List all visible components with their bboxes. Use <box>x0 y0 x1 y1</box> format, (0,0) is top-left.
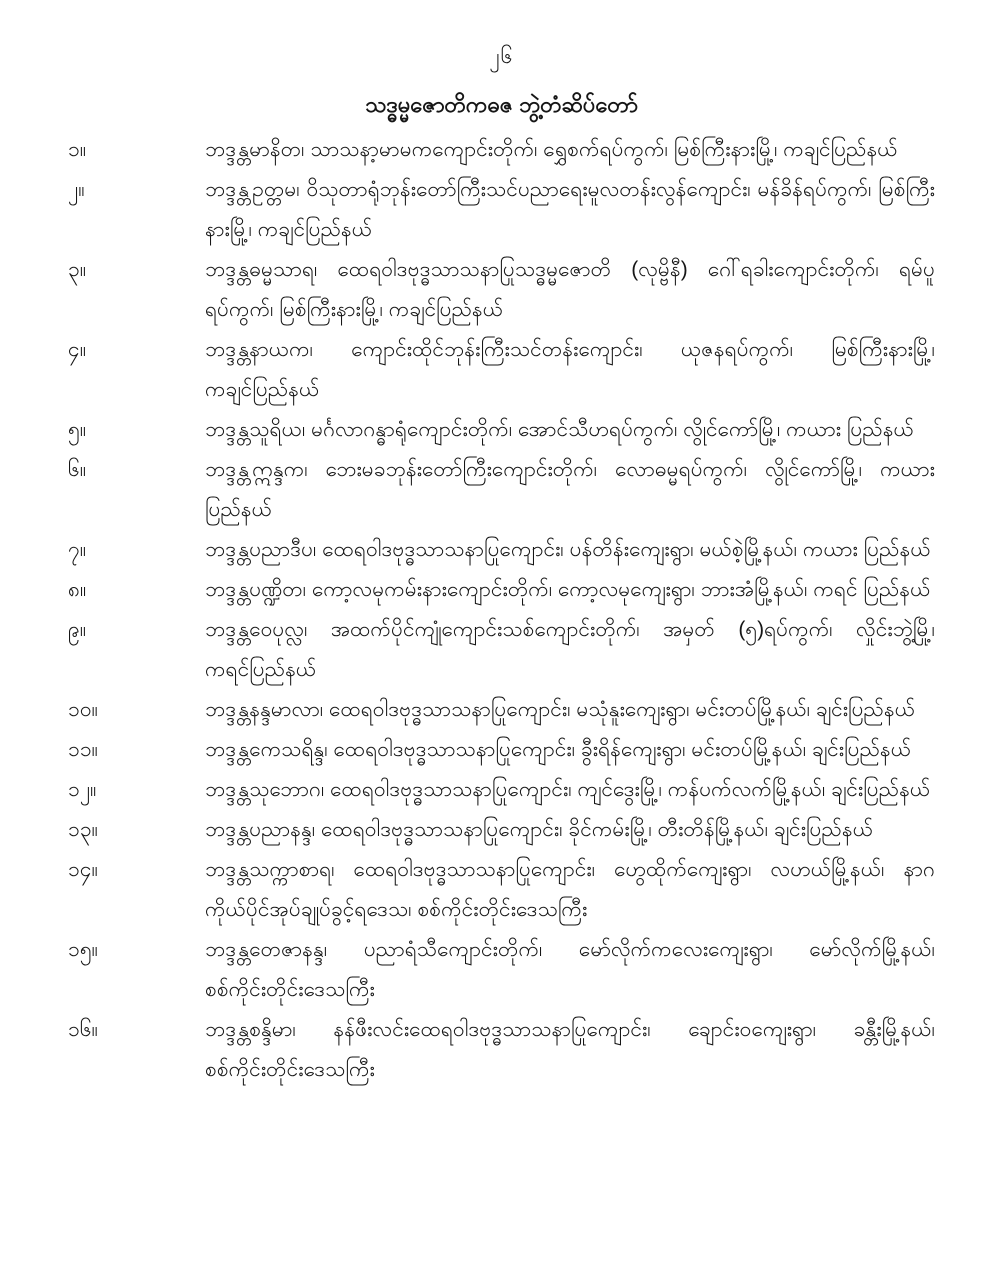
item-number: ၆။ <box>68 458 87 481</box>
item-text: ဘဒ္ဒန္တပညာနန္ဒ၊ ထေရဝါဒဗုဒ္ဓသာသနာပြုကျောင်း၊ ခိုင်ကမ်းမြို့၊ တီးတိန်မြို့နယ်၊ ချင်းပြည်နယ် <box>205 818 874 841</box>
item-number: ၁၀။ <box>68 698 98 721</box>
item-text: ဘဒ္ဒန္တသုဘောဂ၊ ထေရဝါဒဗုဒ္ဓသာသနာပြုကျောင်း၊ ကျင်ဒွေးမြို့၊ ကန်ပက်လက်မြို့နယ်၊ ချင်းပြည်နယ် <box>205 778 931 801</box>
item-number: ၁၆။ <box>68 1018 98 1041</box>
list-item <box>68 330 935 410</box>
item-number: ၃။ <box>68 258 87 281</box>
list-item <box>68 810 935 850</box>
list-item <box>68 930 935 1010</box>
list-item <box>68 610 935 690</box>
item-text: ဘဒ္ဒန္တသက္ကာစာရ၊ ထေရဝါဒဗုဒ္ဓသာသနာပြုကျောင်း၊ ဟွေထိုက်ကျေးရွာ၊ လဟယ်မြို့နယ်၊ နာဂ ကိုယ်ပိုင်အုပ်ချုပ်ခွင့်ရဒေသ၊ စစ်ကိုင်းတိုင်းဒေသကြီး <box>205 858 935 921</box>
item-number: ၉။ <box>68 618 87 641</box>
item-number: ၂။ <box>68 178 85 201</box>
item-text: ဘဒ္ဒန္တဓမ္မသာရ၊ ထေရဝါဒဗုဒ္ဓသာသနာပြုသဒ္ဓမ္မဇောတိ (လုမ္ဗိနီ) ဂေါ်ရခါးကျောင်းတိုက်၊ ရမ်ပူ ရပ်ကွက်၊ မြစ်ကြီးနားမြို့၊ ကချင်ပြည်နယ် <box>205 258 935 321</box>
item-text: ဘဒ္ဒန္တမာနိတ၊ သာသနာ့မာမကကျောင်းတိုက်၊ ရွှေစက်ရပ်ကွက်၊ မြစ်ကြီးနားမြို့၊ ကချင်ပြည်နယ် <box>205 138 898 161</box>
item-text: ဘဒ္ဒန္တစန္ဒိမာ၊ နန်ဖီးလင်းထေရဝါဒဗုဒ္ဓသာသနာပြုကျောင်း၊ ချောင်းဝကျေးရွာ၊ ခန္တီးမြို့နယ်၊ စစ်ကိုင်းတိုင်းဒေသကြီး <box>205 1018 935 1081</box>
item-text: ဘဒ္ဒန္တပညာဒီပ၊ ထေရဝါဒဗုဒ္ဓသာသနာပြုကျောင်း၊ ပန်တိန်းကျေးရွာ၊ မယ်စဲ့မြို့နယ်၊ ကယား ပြည်နယ် <box>205 538 931 561</box>
item-number: ၄။ <box>68 338 87 361</box>
page-number: ၂၆ <box>489 45 514 68</box>
list-item <box>68 570 935 610</box>
list-item <box>68 410 935 450</box>
list-item <box>68 130 935 170</box>
item-number: ၁၄။ <box>68 858 98 881</box>
item-text: ဘဒ္ဒန္တကေသရိန္ဒ၊ ထေရဝါဒဗုဒ္ဓသာသနာပြုကျောင်း၊ ခွီးရိန်ကျေးရွာ၊ မင်းတပ်မြို့နယ်၊ ချင်းပြည်နယ် <box>205 738 912 761</box>
list-item <box>68 170 935 250</box>
item-number: ၁၂။ <box>68 778 97 801</box>
list-item <box>68 850 935 930</box>
entry-list <box>68 130 935 1090</box>
item-text: ဘဒ္ဒန္တနာယက၊ ကျောင်းထိုင်ဘုန်းကြီးသင်တန်းကျောင်း၊ ယုဇနရပ်ကွက်၊ မြစ်ကြီးနားမြို့၊ ကချင်ပြည်နယ် <box>205 338 935 401</box>
list-item <box>68 530 935 570</box>
list-item <box>68 730 935 770</box>
item-text: ဘဒ္ဒန္တဣန္ဒက၊ ဘေးမခဘုန်းတော်ကြီးကျောင်းတိုက်၊ လောဓမ္မရပ်ကွက်၊ လွိုင်ကော်မြို့၊ ကယား ပြည်နယ် <box>205 458 935 521</box>
item-text: ဘဒ္ဒန္တသူရိယ၊ မင်္ဂလာဂန္ဓာရုံကျောင်းတိုက်၊ အောင်သီဟရပ်ကွက်၊ လွိုင်ကော်မြို့၊ ကယား ပြည်နယ် <box>205 418 914 441</box>
item-number: ၁၅။ <box>68 938 98 961</box>
item-text: ဘဒ္ဒန္တတေဇာနန္ဒ၊ ပညာရံသီကျောင်းတိုက်၊ မော်လိုက်ကလေးကျေးရွာ၊ မော်လိုက်မြို့နယ်၊ စစ်ကိုင်းတိုင်းဒေသကြီး <box>205 938 935 1001</box>
page-title: သဒ္ဓမ္မဇောတိကဓဇ ဘွဲ့တံဆိပ်တော် <box>365 92 638 117</box>
item-text: ဘဒ္ဒန္တပဏ္ဍိတ၊ ကော့လမုကမ်းနားကျောင်းတိုက်၊ ကော့လမုကျေးရွာ၊ ဘားအံမြို့နယ်၊ ကရင် ပြည်နယ် <box>205 578 931 601</box>
item-number: ၁။ <box>68 138 87 161</box>
item-number: ၈။ <box>68 578 87 601</box>
list-item <box>68 770 935 810</box>
item-number: ၅။ <box>68 418 87 441</box>
item-number: ၁၁။ <box>68 738 98 761</box>
list-item <box>68 250 935 330</box>
item-text: ဘဒ္ဒန္တနန္ဒမာလာ၊ ထေရဝါဒဗုဒ္ဓသာသနာပြုကျောင်း၊ မသုံနူးကျေးရွာ၊ မင်းတပ်မြို့နယ်၊ ချင်းပြည်နယ် <box>205 698 916 721</box>
list-item <box>68 450 935 530</box>
item-text: ဘဒ္ဒန္တဥတ္တမ၊ ဝိသုတာရုံဘုန်းတော်ကြီးသင်ပညာရေးမူလတန်းလွန်ကျောင်း၊ မန်ခိန်ရပ်ကွက်၊ မြစ်ကြီးနားမြို့၊ ကချင်ပြည်နယ် <box>205 178 935 241</box>
item-text: ဘဒ္ဒန္တဝေပုလ္လ၊ အထက်ပိုင်ကျုံကျောင်းသစ်ကျောင်းတိုက်၊ အမှတ် (၅)ရပ်ကွက်၊ လှိုင်းဘွဲ့မြို့၊ ကရင်ပြည်နယ် <box>205 618 935 681</box>
list-item <box>68 690 935 730</box>
item-number: ၇။ <box>68 538 87 561</box>
list-item <box>68 1010 935 1090</box>
item-number: ၁၃။ <box>68 818 98 841</box>
